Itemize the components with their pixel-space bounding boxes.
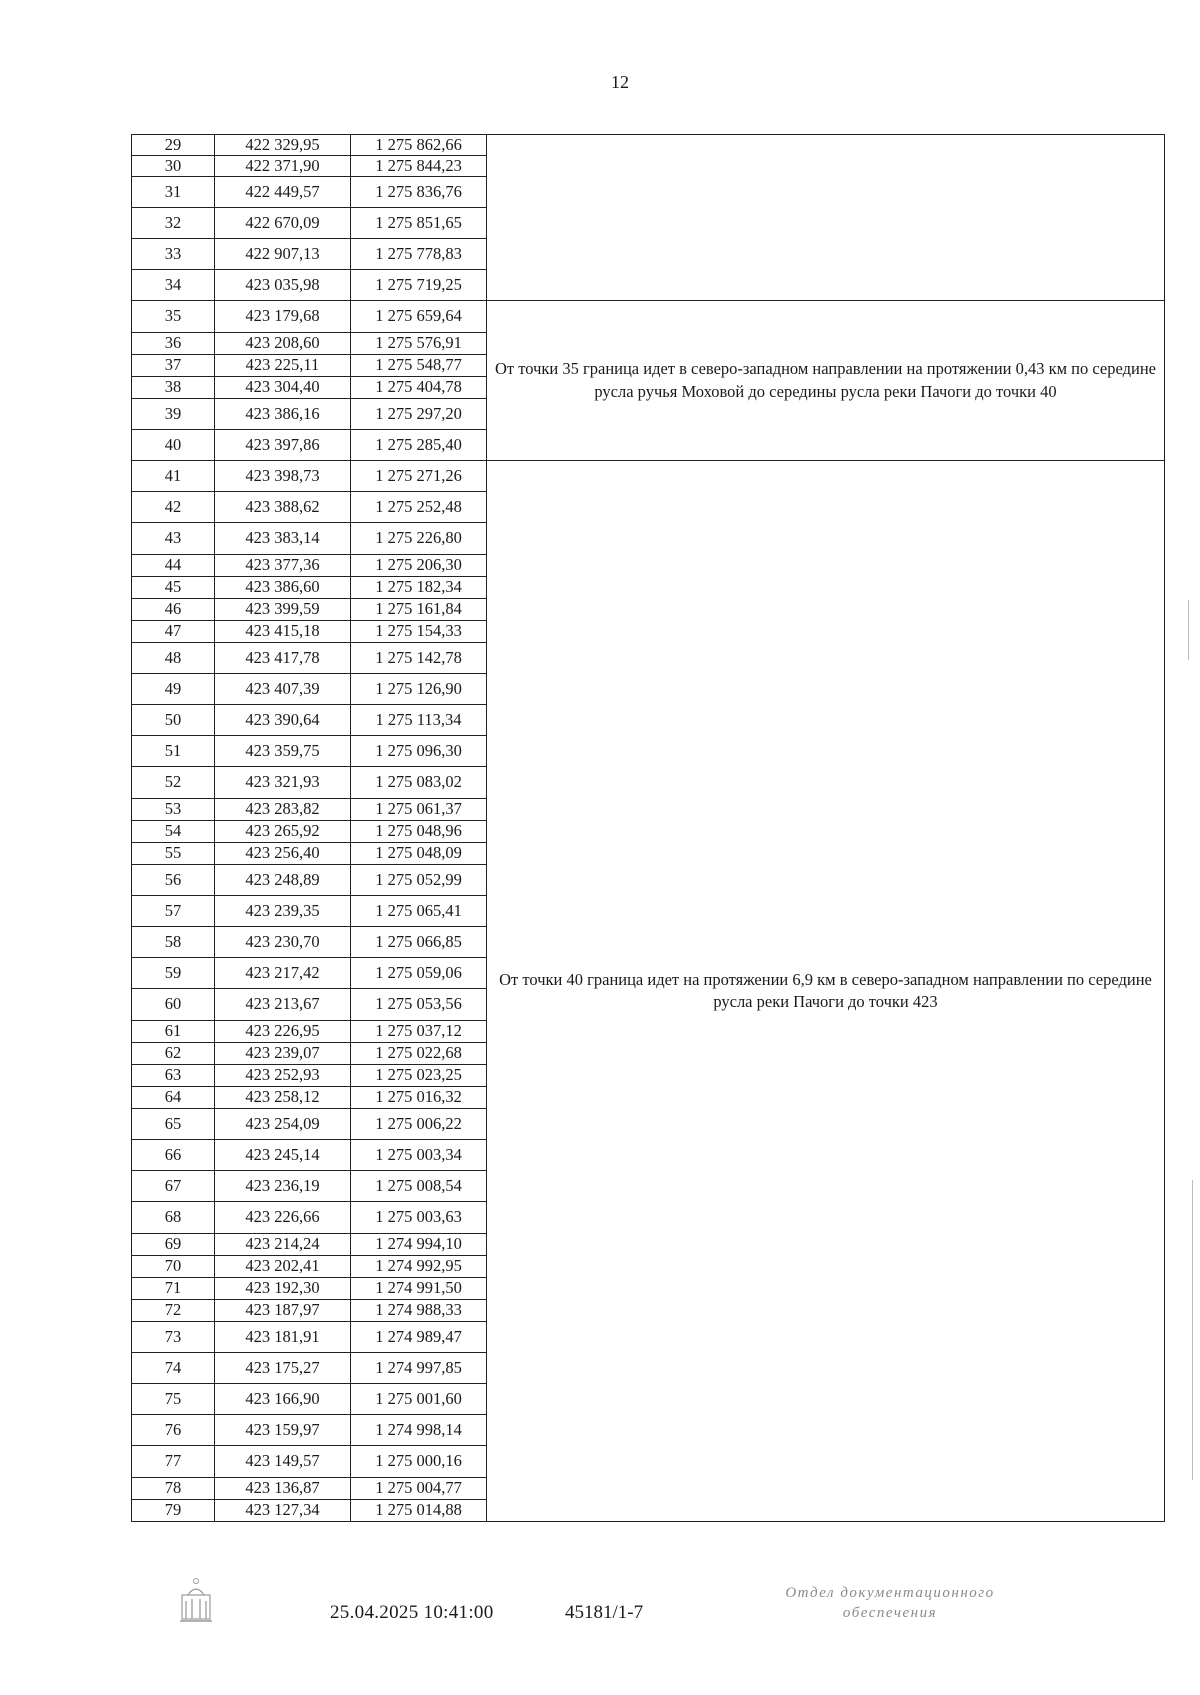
point-number-cell: 49 xyxy=(132,674,215,705)
y-coordinate-cell: 1 275 014,88 xyxy=(351,1500,487,1522)
point-number-cell: 36 xyxy=(132,333,215,355)
x-coordinate-cell: 423 359,75 xyxy=(215,736,351,767)
point-number-cell: 76 xyxy=(132,1415,215,1446)
point-number-cell: 72 xyxy=(132,1300,215,1322)
y-coordinate-cell: 1 275 161,84 xyxy=(351,599,487,621)
scan-mark xyxy=(1192,1180,1193,1480)
point-number-cell: 42 xyxy=(132,492,215,523)
y-coordinate-cell: 1 275 404,78 xyxy=(351,377,487,399)
point-number-cell: 53 xyxy=(132,799,215,821)
x-coordinate-cell: 423 202,41 xyxy=(215,1256,351,1278)
x-coordinate-cell: 422 907,13 xyxy=(215,239,351,270)
point-number-cell: 54 xyxy=(132,821,215,843)
department-stamp xyxy=(745,1583,1035,1624)
y-coordinate-cell: 1 275 836,76 xyxy=(351,177,487,208)
x-coordinate-cell: 423 248,89 xyxy=(215,865,351,896)
y-coordinate-cell: 1 274 992,95 xyxy=(351,1256,487,1278)
x-coordinate-cell: 423 035,98 xyxy=(215,270,351,301)
x-coordinate-cell: 422 449,57 xyxy=(215,177,351,208)
x-coordinate-cell: 423 166,90 xyxy=(215,1384,351,1415)
point-number-cell: 52 xyxy=(132,767,215,799)
y-coordinate-cell: 1 275 065,41 xyxy=(351,896,487,927)
x-coordinate-cell: 422 371,90 xyxy=(215,156,351,177)
point-number-cell: 48 xyxy=(132,643,215,674)
y-coordinate-cell: 1 274 991,50 xyxy=(351,1278,487,1300)
x-coordinate-cell: 423 377,36 xyxy=(215,555,351,577)
y-coordinate-cell: 1 275 004,77 xyxy=(351,1478,487,1500)
y-coordinate-cell: 1 275 659,64 xyxy=(351,301,487,333)
x-coordinate-cell: 423 254,09 xyxy=(215,1109,351,1140)
x-coordinate-cell: 423 256,40 xyxy=(215,843,351,865)
point-number-cell: 55 xyxy=(132,843,215,865)
boundary-description-cell xyxy=(487,135,1165,301)
y-coordinate-cell: 1 275 182,34 xyxy=(351,577,487,599)
x-coordinate-cell: 423 226,66 xyxy=(215,1202,351,1234)
point-number-cell: 35 xyxy=(132,301,215,333)
point-number-cell: 65 xyxy=(132,1109,215,1140)
x-coordinate-cell: 422 329,95 xyxy=(215,135,351,156)
point-number-cell: 30 xyxy=(132,156,215,177)
y-coordinate-cell: 1 274 998,14 xyxy=(351,1415,487,1446)
coat-of-arms-emblem-icon xyxy=(176,1575,216,1625)
y-coordinate-cell: 1 275 003,34 xyxy=(351,1140,487,1171)
x-coordinate-cell: 422 670,09 xyxy=(215,208,351,239)
y-coordinate-cell: 1 275 206,30 xyxy=(351,555,487,577)
y-coordinate-cell: 1 275 048,09 xyxy=(351,843,487,865)
x-coordinate-cell: 423 149,57 xyxy=(215,1446,351,1478)
y-coordinate-cell: 1 275 851,65 xyxy=(351,208,487,239)
point-number-cell: 56 xyxy=(132,865,215,896)
x-coordinate-cell: 423 245,14 xyxy=(215,1140,351,1171)
x-coordinate-cell: 423 181,91 xyxy=(215,1322,351,1353)
y-coordinate-cell: 1 275 126,90 xyxy=(351,674,487,705)
y-coordinate-cell: 1 275 048,96 xyxy=(351,821,487,843)
point-number-cell: 46 xyxy=(132,599,215,621)
x-coordinate-cell: 423 258,12 xyxy=(215,1087,351,1109)
y-coordinate-cell: 1 275 000,16 xyxy=(351,1446,487,1478)
point-number-cell: 71 xyxy=(132,1278,215,1300)
x-coordinate-cell: 423 388,62 xyxy=(215,492,351,523)
point-number-cell: 47 xyxy=(132,621,215,643)
x-coordinate-cell: 423 159,97 xyxy=(215,1415,351,1446)
boundary-coordinates-table xyxy=(131,134,1165,1522)
x-coordinate-cell: 423 187,97 xyxy=(215,1300,351,1322)
boundary-description-cell: От точки 40 граница идет на протяжении 6,9 км в северо-западном направлении по середине русла реки Пачоги до точки 423 xyxy=(487,461,1165,1522)
y-coordinate-cell: 1 275 252,48 xyxy=(351,492,487,523)
x-coordinate-cell: 423 386,60 xyxy=(215,577,351,599)
y-coordinate-cell: 1 275 226,80 xyxy=(351,523,487,555)
y-coordinate-cell: 1 275 006,22 xyxy=(351,1109,487,1140)
y-coordinate-cell: 1 275 862,66 xyxy=(351,135,487,156)
y-coordinate-cell: 1 275 066,85 xyxy=(351,927,487,958)
point-number-cell: 34 xyxy=(132,270,215,301)
point-number-cell: 45 xyxy=(132,577,215,599)
x-coordinate-cell: 423 383,14 xyxy=(215,523,351,555)
y-coordinate-cell: 1 275 061,37 xyxy=(351,799,487,821)
point-number-cell: 58 xyxy=(132,927,215,958)
y-coordinate-cell: 1 274 994,10 xyxy=(351,1234,487,1256)
point-number-cell: 38 xyxy=(132,377,215,399)
y-coordinate-cell: 1 275 001,60 xyxy=(351,1384,487,1415)
point-number-cell: 79 xyxy=(132,1500,215,1522)
y-coordinate-cell: 1 275 003,63 xyxy=(351,1202,487,1234)
y-coordinate-cell: 1 275 052,99 xyxy=(351,865,487,896)
y-coordinate-cell: 1 275 285,40 xyxy=(351,430,487,461)
point-number-cell: 33 xyxy=(132,239,215,270)
scan-mark xyxy=(1188,600,1189,660)
x-coordinate-cell: 423 407,39 xyxy=(215,674,351,705)
boundary-description-cell: От точки 35 граница идет в северо-западном направлении на протяжении 0,43 км по середине русла ручья Моховой до середины русла реки Пачоги до точки 40 xyxy=(487,301,1165,461)
y-coordinate-cell: 1 275 719,25 xyxy=(351,270,487,301)
point-number-cell: 32 xyxy=(132,208,215,239)
point-number-cell: 29 xyxy=(132,135,215,156)
x-coordinate-cell: 423 265,92 xyxy=(215,821,351,843)
y-coordinate-cell: 1 275 022,68 xyxy=(351,1043,487,1065)
point-number-cell: 57 xyxy=(132,896,215,927)
x-coordinate-cell: 423 399,59 xyxy=(215,599,351,621)
x-coordinate-cell: 423 397,86 xyxy=(215,430,351,461)
y-coordinate-cell: 1 275 083,02 xyxy=(351,767,487,799)
point-number-cell: 63 xyxy=(132,1065,215,1087)
point-number-cell: 50 xyxy=(132,705,215,736)
y-coordinate-cell: 1 275 548,77 xyxy=(351,355,487,377)
x-coordinate-cell: 423 192,30 xyxy=(215,1278,351,1300)
point-number-cell: 66 xyxy=(132,1140,215,1171)
y-coordinate-cell: 1 275 297,20 xyxy=(351,399,487,430)
y-coordinate-cell: 1 275 142,78 xyxy=(351,643,487,674)
y-coordinate-cell: 1 275 576,91 xyxy=(351,333,487,355)
y-coordinate-cell: 1 274 988,33 xyxy=(351,1300,487,1322)
x-coordinate-cell: 423 417,78 xyxy=(215,643,351,674)
point-number-cell: 70 xyxy=(132,1256,215,1278)
y-coordinate-cell: 1 275 053,56 xyxy=(351,989,487,1021)
y-coordinate-cell: 1 275 096,30 xyxy=(351,736,487,767)
point-number-cell: 64 xyxy=(132,1087,215,1109)
point-number-cell: 43 xyxy=(132,523,215,555)
x-coordinate-cell: 423 321,93 xyxy=(215,767,351,799)
registration-number: 45181/1-7 xyxy=(565,1602,644,1623)
y-coordinate-cell: 1 275 023,25 xyxy=(351,1065,487,1087)
x-coordinate-cell: 423 230,70 xyxy=(215,927,351,958)
x-coordinate-cell: 423 214,24 xyxy=(215,1234,351,1256)
point-number-cell: 73 xyxy=(132,1322,215,1353)
point-number-cell: 31 xyxy=(132,177,215,208)
stamp-line-2: обеспечения xyxy=(842,1605,938,1622)
x-coordinate-cell: 423 390,64 xyxy=(215,705,351,736)
x-coordinate-cell: 423 398,73 xyxy=(215,461,351,492)
page-number: 12 xyxy=(611,72,629,92)
x-coordinate-cell: 423 179,68 xyxy=(215,301,351,333)
y-coordinate-cell: 1 275 016,32 xyxy=(351,1087,487,1109)
table-row xyxy=(132,301,1165,333)
point-number-cell: 75 xyxy=(132,1384,215,1415)
table-row xyxy=(132,461,1165,492)
x-coordinate-cell: 423 208,60 xyxy=(215,333,351,355)
point-number-cell: 39 xyxy=(132,399,215,430)
point-number-cell: 62 xyxy=(132,1043,215,1065)
y-coordinate-cell: 1 275 271,26 xyxy=(351,461,487,492)
point-number-cell: 61 xyxy=(132,1021,215,1043)
point-number-cell: 40 xyxy=(132,430,215,461)
y-coordinate-cell: 1 275 154,33 xyxy=(351,621,487,643)
x-coordinate-cell: 423 127,34 xyxy=(215,1500,351,1522)
y-coordinate-cell: 1 275 037,12 xyxy=(351,1021,487,1043)
point-number-cell: 37 xyxy=(132,355,215,377)
x-coordinate-cell: 423 304,40 xyxy=(215,377,351,399)
y-coordinate-cell: 1 275 059,06 xyxy=(351,958,487,989)
y-coordinate-cell: 1 275 778,83 xyxy=(351,239,487,270)
point-number-cell: 60 xyxy=(132,989,215,1021)
point-number-cell: 41 xyxy=(132,461,215,492)
point-number-cell: 44 xyxy=(132,555,215,577)
registration-datetime: 25.04.2025 10:41:00 xyxy=(330,1602,494,1623)
x-coordinate-cell: 423 236,19 xyxy=(215,1171,351,1202)
x-coordinate-cell: 423 175,27 xyxy=(215,1353,351,1384)
y-coordinate-cell: 1 275 113,34 xyxy=(351,705,487,736)
x-coordinate-cell: 423 283,82 xyxy=(215,799,351,821)
point-number-cell: 67 xyxy=(132,1171,215,1202)
x-coordinate-cell: 423 239,07 xyxy=(215,1043,351,1065)
table-row xyxy=(132,135,1165,156)
point-number-cell: 77 xyxy=(132,1446,215,1478)
point-number-cell: 78 xyxy=(132,1478,215,1500)
x-coordinate-cell: 423 415,18 xyxy=(215,621,351,643)
point-number-cell: 59 xyxy=(132,958,215,989)
point-number-cell: 68 xyxy=(132,1202,215,1234)
x-coordinate-cell: 423 386,16 xyxy=(215,399,351,430)
x-coordinate-cell: 423 239,35 xyxy=(215,896,351,927)
point-number-cell: 69 xyxy=(132,1234,215,1256)
y-coordinate-cell: 1 275 008,54 xyxy=(351,1171,487,1202)
x-coordinate-cell: 423 226,95 xyxy=(215,1021,351,1043)
x-coordinate-cell: 423 252,93 xyxy=(215,1065,351,1087)
stamp-line-1: Отдел документационного xyxy=(785,1585,995,1601)
x-coordinate-cell: 423 217,42 xyxy=(215,958,351,989)
x-coordinate-cell: 423 213,67 xyxy=(215,989,351,1021)
x-coordinate-cell: 423 225,11 xyxy=(215,355,351,377)
point-number-cell: 74 xyxy=(132,1353,215,1384)
y-coordinate-cell: 1 275 844,23 xyxy=(351,156,487,177)
y-coordinate-cell: 1 274 989,47 xyxy=(351,1322,487,1353)
x-coordinate-cell: 423 136,87 xyxy=(215,1478,351,1500)
y-coordinate-cell: 1 274 997,85 xyxy=(351,1353,487,1384)
point-number-cell: 51 xyxy=(132,736,215,767)
